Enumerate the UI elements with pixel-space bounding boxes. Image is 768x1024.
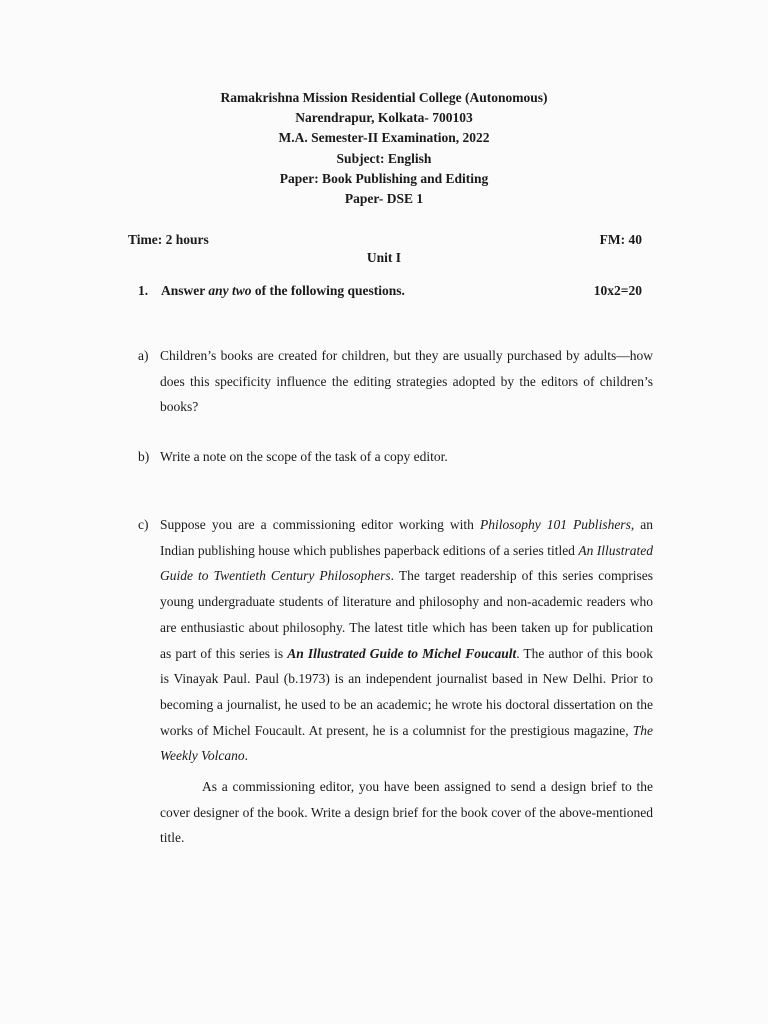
time-marks-row xyxy=(128,232,642,248)
full-marks-label: FM: 40 xyxy=(599,232,642,247)
college-name: Ramakrishna Mission Residential College (Autonomous) xyxy=(220,90,548,105)
subject: Subject: English xyxy=(336,150,432,166)
sub-question-text: Write a note on the scope of the task of a copy editor. xyxy=(160,449,448,464)
college-address: Narendrapur, Kolkata- 700103 xyxy=(295,110,473,126)
exam-title: M.A. Semester-II Examination, 2022 xyxy=(278,130,490,146)
sub-question-letter: c) xyxy=(138,517,149,532)
sub-question-letter: b) xyxy=(138,449,150,464)
time-label: Time: 2 hours xyxy=(128,232,209,247)
sub-question-c-task: As a commissioning editor, you have been assigned to send a design brief to the cover designer of the book. Write a design brief for the book cover of the above-mentioned title. xyxy=(160,779,653,846)
sub-question-b xyxy=(138,444,653,470)
question-instruction: Answer any two of the following questions. xyxy=(161,283,405,298)
sub-question-a xyxy=(138,343,653,420)
sub-question-text: Children’s books are created for children, but they are usually purchased by adults—how does this specificity influence the editing strategies adopted by the editors of children’s books? xyxy=(160,348,653,415)
exam-header xyxy=(0,88,768,209)
unit-heading: Unit I xyxy=(366,250,402,265)
question-number: 1. xyxy=(138,283,149,298)
sub-question-letter: a) xyxy=(138,348,149,363)
sub-question-text: Suppose you are a commissioning editor working with Philosophy 101 Publishers, an Indian publishing house which publishes paperback editions of a series titled An Illustrated Guide to Twentieth Century Philosophers. The target readership of this series comprises young undergraduate students of literature and philosophy and non-academic readers who are enthusiastic about philosophy. The latest title which has been taken up for publication as part of this series is An Illustrated Guide to Michel Foucault. The author of this book is Vinayak Paul. Paul (b.1973) is an independent journalist based in New Delhi. Prior to becoming a journalist, he used to be an academic; he wrote his doctoral dissertation on the works of Michel Foucault. At present, he is a columnist for the prestigious magazine, The Weekly Volcano. xyxy=(160,517,654,764)
question-marks: 10x2=20 xyxy=(593,283,642,298)
paper-title: Paper: Book Publishing and Editing xyxy=(279,170,489,186)
paper-code: Paper- DSE 1 xyxy=(344,191,424,207)
sub-question-c xyxy=(138,512,653,769)
